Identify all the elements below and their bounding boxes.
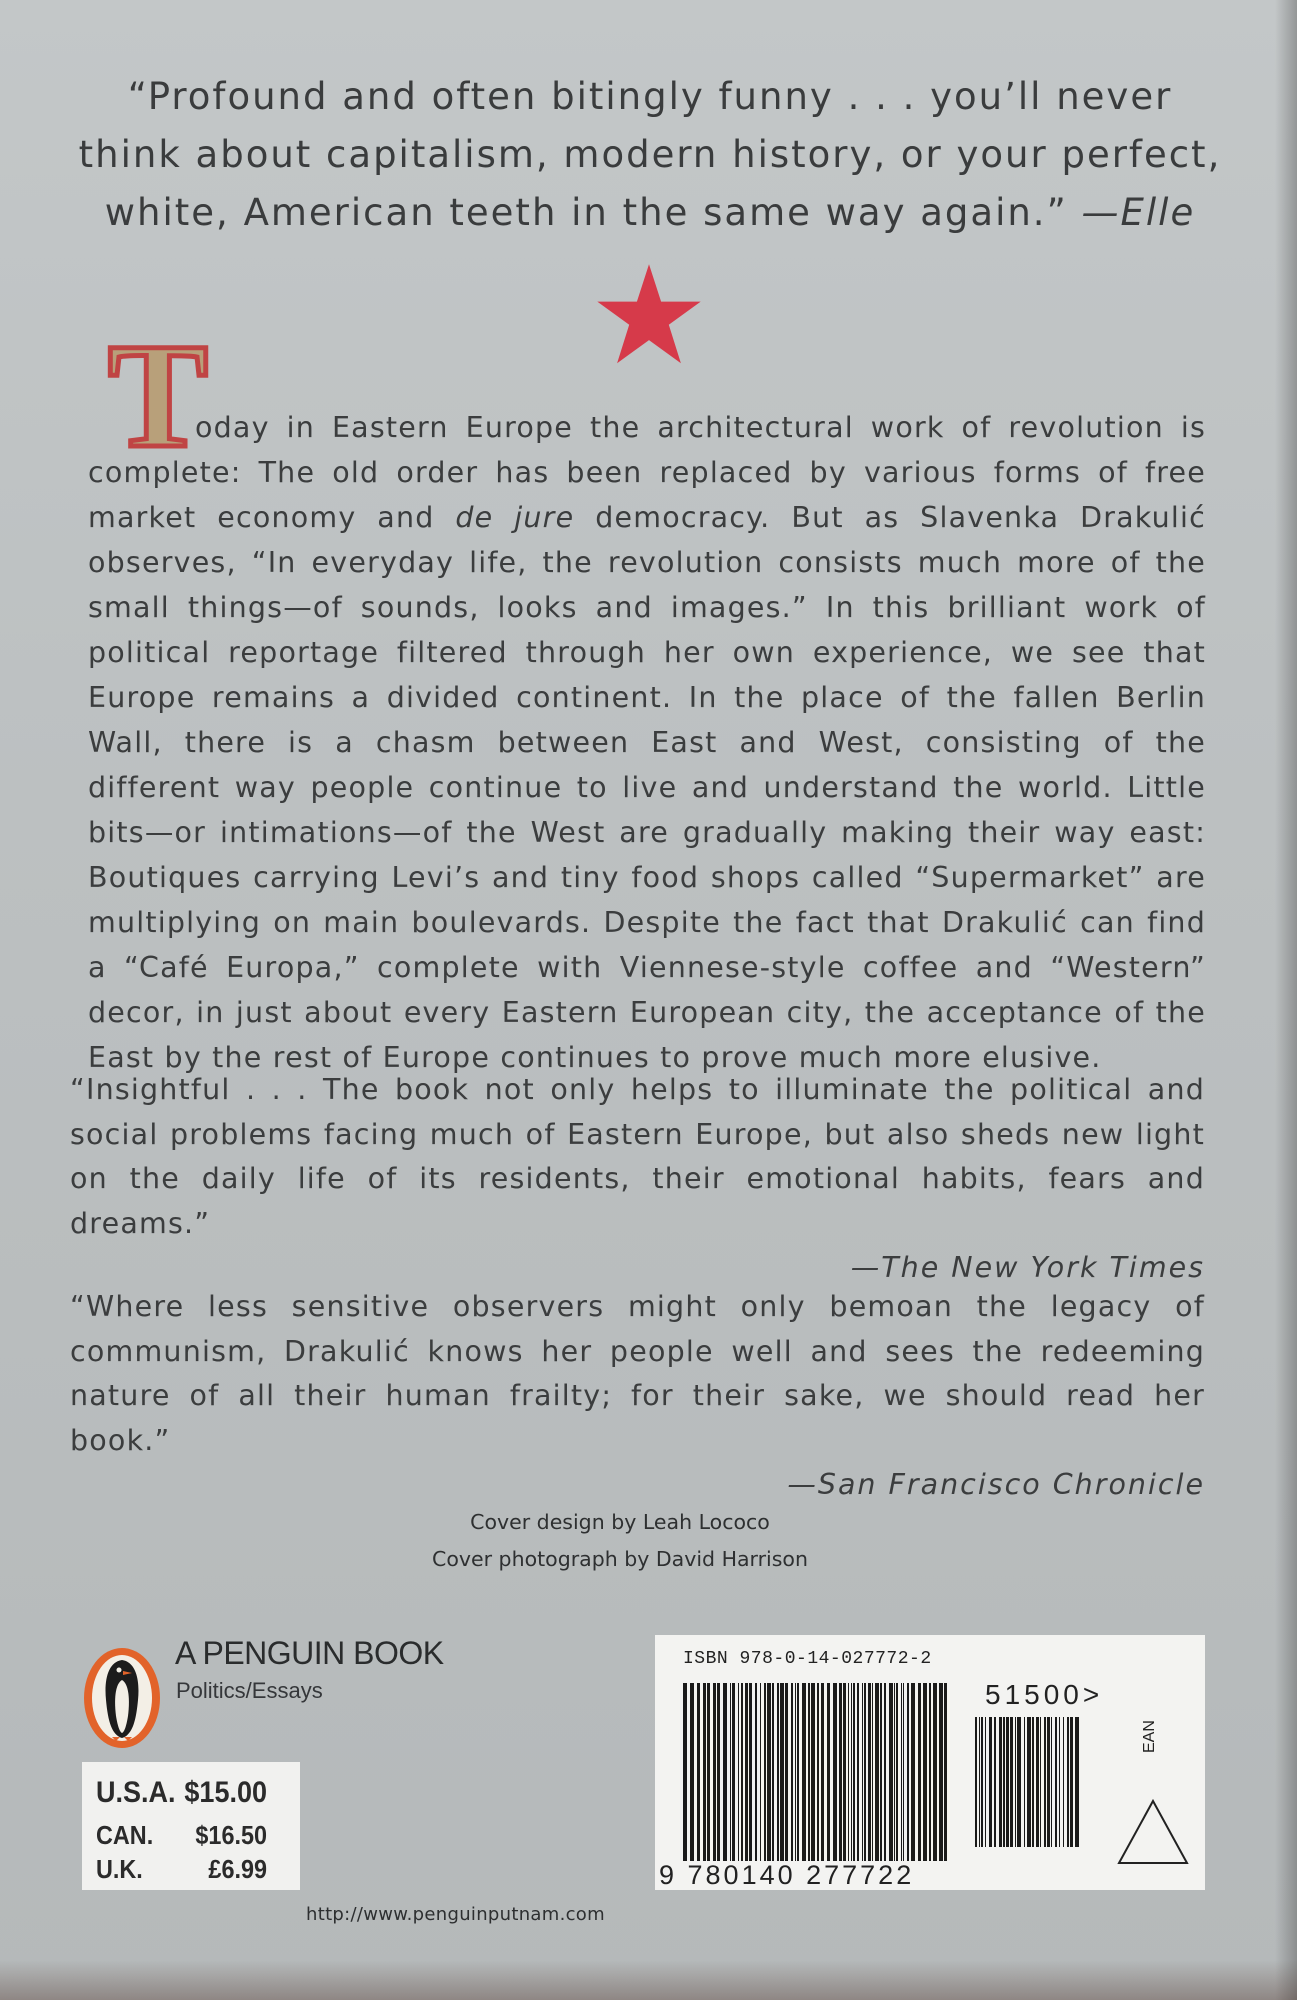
- review-blurb-nyt: [70, 1068, 1205, 1291]
- barcode-bar: [1032, 1717, 1034, 1847]
- barcode-bar: [697, 1683, 700, 1861]
- price-addon-barcode: [975, 1717, 1079, 1847]
- barcode-bar: [707, 1683, 710, 1861]
- barcode-bar: [999, 1717, 1002, 1847]
- barcode-bar: [911, 1683, 915, 1861]
- blurb-attribution: —San Francisco Chronicle: [787, 1468, 1205, 1501]
- barcode-bar: [1063, 1717, 1064, 1847]
- barcode-bar: [981, 1717, 983, 1847]
- isbn-barcode: [683, 1683, 947, 1861]
- barcode-bar: [884, 1683, 886, 1861]
- barcode-bar: [933, 1683, 937, 1861]
- price-region: CAN.: [96, 1820, 154, 1850]
- cover-edge-shadow: [1275, 0, 1297, 2000]
- ean-label: EAN: [1141, 1720, 1158, 1753]
- top-quote-text: “Profound and often bitingly funny . . . you’ll never think about capitalism, modern history, or your perfect, white, American teeth in the same way again.”: [78, 75, 1222, 234]
- barcode-bar: [777, 1683, 779, 1861]
- ean-addon-code: 51500>: [985, 1679, 1104, 1710]
- barcode-bar: [889, 1683, 893, 1861]
- barcode-bar: [903, 1683, 904, 1861]
- barcode-bar: [683, 1683, 687, 1861]
- price-value: $15.00: [184, 1776, 267, 1809]
- barcode-bar: [848, 1683, 849, 1861]
- cover-credits: [330, 1504, 910, 1578]
- barcode-bar: [764, 1683, 766, 1861]
- barcode-bar: [791, 1683, 793, 1861]
- barcode-bar: [1044, 1717, 1046, 1847]
- barcode-bar: [808, 1683, 810, 1861]
- barcode-bar: [868, 1683, 871, 1861]
- top-quote-source: —Elle: [1081, 191, 1196, 234]
- barcode-bar: [1070, 1717, 1073, 1847]
- penguin-icon: [82, 1640, 162, 1750]
- barcode-panel: [655, 1635, 1205, 1890]
- review-blurb-sf-chronicle: [70, 1285, 1205, 1508]
- book-category: Politics/Essays: [176, 1678, 323, 1703]
- top-review-quote: [70, 68, 1230, 242]
- barcode-bar: [1047, 1717, 1050, 1847]
- barcode-bar: [785, 1683, 788, 1861]
- barcode-bar: [1051, 1717, 1052, 1847]
- barcode-bar: [1027, 1717, 1031, 1847]
- barcode-bar: [767, 1683, 771, 1861]
- barcode-bar: [872, 1683, 873, 1861]
- barcode-bar: [979, 1717, 980, 1847]
- barcode-bar: [760, 1683, 761, 1861]
- price-row-can: [96, 1820, 267, 1851]
- triangle-mark: [1115, 1797, 1191, 1867]
- description-italic: de jure: [455, 501, 575, 534]
- barcode-bar: [839, 1683, 842, 1861]
- barcode-bar: [1067, 1717, 1069, 1847]
- barcode-bar: [851, 1683, 852, 1861]
- barcode-bar: [811, 1683, 815, 1861]
- barcode-bar: [994, 1717, 996, 1847]
- drop-cap-glyph: T: [107, 342, 209, 450]
- barcode-bar: [1055, 1717, 1057, 1847]
- barcode-bar: [745, 1683, 748, 1861]
- cover-photo-credit: Cover photograph by David Harrison: [432, 1547, 808, 1571]
- price-value: $16.50: [195, 1820, 267, 1850]
- barcode-bar: [703, 1683, 706, 1861]
- barcode-bar: [1024, 1717, 1025, 1847]
- description-text-part1: oday in Eastern Europe the architectural work of revolution is complete: The old order has been replaced by various forms of free market economy and: [88, 411, 1206, 534]
- barcode-bar: [738, 1683, 739, 1861]
- barcode-bar: [907, 1683, 909, 1861]
- barcode-digits: 9 780140 277722: [659, 1860, 915, 1890]
- barcode-bar: [989, 1717, 992, 1847]
- book-description: [88, 405, 1206, 1080]
- barcode-bar: [732, 1683, 735, 1861]
- barcode-bar: [918, 1683, 921, 1861]
- price-region: U.K.: [96, 1854, 143, 1884]
- price-region: U.S.A.: [96, 1776, 176, 1809]
- price-value: £6.99: [208, 1854, 267, 1884]
- barcode-bar: [939, 1683, 943, 1861]
- barcode-bar: [1036, 1717, 1039, 1847]
- barcode-bar: [772, 1683, 774, 1861]
- barcode-bar: [1010, 1717, 1013, 1847]
- barcode-bar: [1003, 1717, 1005, 1847]
- barcode-bar: [795, 1683, 796, 1861]
- barcode-bar: [833, 1683, 837, 1861]
- barcode-bar: [749, 1683, 752, 1861]
- barcode-bar: [821, 1683, 824, 1861]
- barcode-bar: [730, 1683, 731, 1861]
- blurb-attribution: —The New York Times: [850, 1251, 1205, 1284]
- barcode-bar: [862, 1683, 863, 1861]
- barcode-bar: [690, 1683, 694, 1861]
- barcode-bar: [880, 1683, 882, 1861]
- barcode-bar: [923, 1683, 927, 1861]
- barcode-bar: [901, 1683, 902, 1861]
- red-star-icon: [594, 262, 704, 372]
- barcode-bar: [723, 1683, 727, 1861]
- publisher-name: A PENGUIN BOOK: [175, 1635, 444, 1671]
- barcode-bar: [864, 1683, 866, 1861]
- barcode-bar: [1017, 1717, 1021, 1847]
- barcode-bar: [857, 1683, 859, 1861]
- isbn-number: ISBN 978-0-14-027772-2: [683, 1649, 932, 1669]
- barcode-bar: [741, 1683, 743, 1861]
- description-text-part2: democracy. But as Slavenka Drakulić observes, “In everyday life, the revolution consists much more of the small things—of sounds, looks and images.” In this brilliant work of political reportage filtered through her own experience, we see that Europe remains a divided continent. In the place of the fallen Berlin Wall, there is a chasm between East and West, consisting of the different way people continue to live and understand the world. Little bits—or intimations—of the West are gradually making their way east: Boutiques carrying Levi’s and tiny food shops called “Supermarket” are multiplying on main boulevards. Despite the fact that Drakulić can find a “Café Europa,” complete with Viennese-style coffee and “Western” decor, in just about every Eastern European city, the acceptance of the East by the rest of Europe continues to prove much more elusive.: [88, 501, 1206, 1074]
- barcode-bar: [797, 1683, 799, 1861]
- price-row-uk: [96, 1854, 267, 1885]
- barcode-bar: [755, 1683, 757, 1861]
- barcode-bar: [717, 1683, 720, 1861]
- barcode-bar: [713, 1683, 716, 1861]
- blurb-text: “Where less sensitive observers might only bemoan the legacy of communism, Drakulić knows her people well and sees the redeeming nature of all their human frailty; for their sake, we should read her book.”: [70, 1290, 1205, 1457]
- barcode-bar: [894, 1683, 895, 1861]
- barcode-bar: [1040, 1717, 1041, 1847]
- barcode-bar: [843, 1683, 846, 1861]
- publisher-url: http://www.penguinputnam.com: [306, 1904, 605, 1925]
- barcode-bar: [975, 1717, 977, 1847]
- barcode-bar: [817, 1683, 819, 1861]
- barcode-bar: [853, 1683, 855, 1861]
- barcode-bar: [896, 1683, 898, 1861]
- price-row-usa: [96, 1776, 267, 1810]
- barcode-bar: [944, 1683, 947, 1861]
- barcode-bar: [929, 1683, 931, 1861]
- barcode-bar: [827, 1683, 830, 1861]
- cover-design-credit: Cover design by Leah Lococo: [470, 1510, 770, 1534]
- barcode-bar: [875, 1683, 879, 1861]
- barcode-bar: [1059, 1717, 1060, 1847]
- cover-bottom-edge: [0, 1960, 1297, 2000]
- barcode-bar: [802, 1683, 806, 1861]
- barcode-bar: [1015, 1717, 1016, 1847]
- barcode-bar: [985, 1717, 986, 1847]
- barcode-bar: [1075, 1717, 1079, 1847]
- blurb-text: “Insightful . . . The book not only helps to illuminate the political and social problems facing much of Eastern Europe, but also sheds new light on the daily life of its residents, their emotional habits, fears and dreams.”: [70, 1073, 1205, 1240]
- barcode-bar: [780, 1683, 784, 1861]
- barcode-bar: [1006, 1717, 1009, 1847]
- price-box: [82, 1762, 300, 1890]
